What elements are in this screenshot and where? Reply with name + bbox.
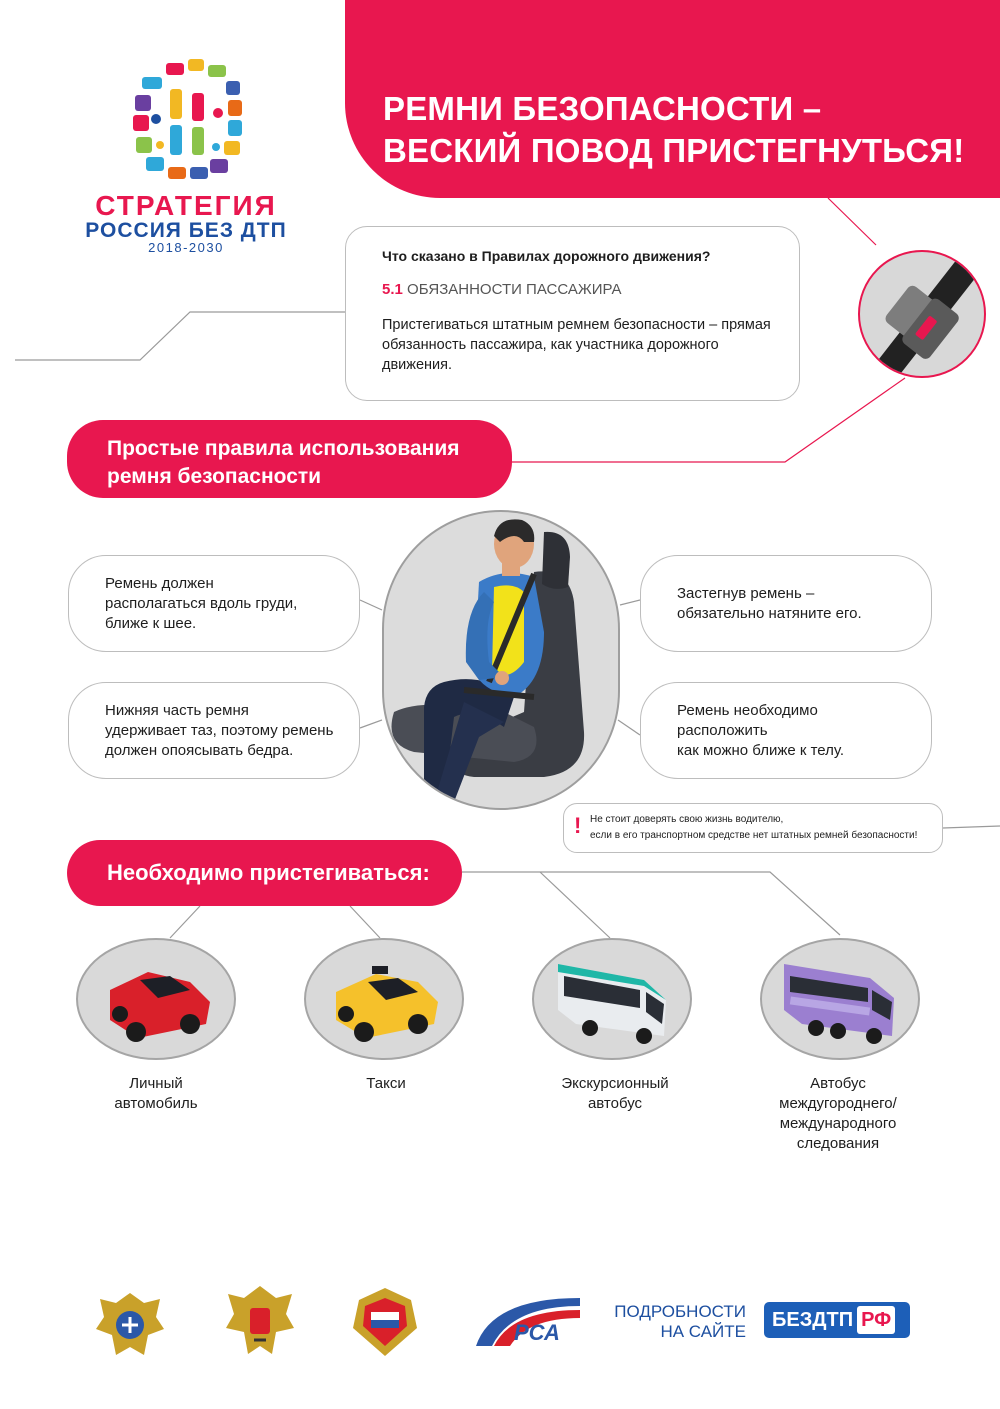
vehicle-label-coach [748, 1074, 928, 1154]
details-line-1: ПОДРОБНОСТИ [614, 1302, 746, 1321]
tip-hips-line: должен опоясывать бедра. [105, 741, 294, 759]
vehicle-label-line: Экскурсионный [561, 1075, 669, 1092]
site-name: БЕЗДТП [772, 1309, 854, 1331]
vehicle-label-line: междугороднего/ [779, 1095, 897, 1112]
rsa-logo [472, 1292, 584, 1348]
tip-close-to-body [640, 682, 932, 779]
vehicle-label-line: Такси [366, 1075, 406, 1092]
rules-section [382, 281, 621, 298]
strategy-logo-icon [130, 55, 245, 185]
title-line-2: ВЕСКИЙ ПОВОД ПРИСТЕГНУТЬСЯ! [383, 132, 965, 169]
tip-chest-line: Ремень должен [105, 574, 214, 592]
rules-card [345, 226, 800, 401]
vehicle-taxi-circle [304, 938, 464, 1060]
seatbelt-buckle-image [858, 250, 986, 378]
tip-close-line: как можно ближе к телу. [677, 741, 845, 759]
vehicle-label-line: международного [779, 1115, 897, 1132]
tip-chest [68, 555, 360, 652]
vehicle-label-line: следования [796, 1135, 880, 1152]
section-title: ОБЯЗАННОСТИ ПАССАЖИРА [407, 281, 622, 298]
tip-hips [68, 682, 360, 779]
exclamation-icon: ! [574, 813, 582, 838]
must-buckle-label: Необходимо пристегиваться: [107, 860, 430, 885]
vehicle-label-taxi [296, 1074, 476, 1094]
tip-chest-line: ближе к шее. [105, 614, 197, 632]
header-banner [345, 0, 1000, 198]
logo-subtitle: РОССИЯ БЕЗ ДТП [85, 219, 287, 242]
warning-line-1: Не стоит доверять свою жизнь водителю, [590, 814, 784, 825]
logo-title: СТРАТЕГИЯ [95, 190, 277, 221]
vehicle-car-circle [76, 938, 236, 1060]
buckle-icon [860, 252, 986, 378]
tip-chest-line: располагаться вдоль груди, [105, 594, 298, 612]
tip-close-line: расположить [677, 721, 768, 739]
tip-hips-line: удерживает таз, поэтому ремень [105, 721, 334, 739]
coach-bus-icon [762, 940, 920, 1060]
traffic-police-emblem-icon [345, 1282, 425, 1362]
vehicle-label-city-bus [525, 1074, 705, 1114]
tip-tighten-line: Застегнув ремень – [677, 584, 815, 602]
rules-question: Что сказано в Правилах дорожного движения? [382, 248, 711, 264]
tip-tighten [640, 555, 932, 652]
rules-body: Пристегиваться штатным ремнем безопасности – прямая обязанность пассажира, как участника дорожного движения. [382, 317, 771, 373]
title-line-1: РЕМНИ БЕЗОПАСНОСТИ – [383, 90, 822, 127]
vehicle-label-line: автобус [587, 1095, 643, 1112]
vehicle-label-line: автомобиль [114, 1095, 198, 1112]
must-buckle-pill [67, 840, 462, 906]
warning-text [590, 812, 917, 844]
tip-tighten-line: обязательно натяните его. [677, 604, 862, 622]
section-number: 5.1 [382, 281, 403, 298]
taxi-icon [306, 940, 464, 1060]
vehicle-label-line: Автобус [810, 1075, 866, 1092]
logo-years: 2018-2030 [148, 240, 224, 255]
vehicle-label-line: Личный [129, 1075, 183, 1092]
rules-heading-pill [67, 420, 512, 498]
rsa-text: РСА [514, 1320, 560, 1345]
warning-line-2: если в его транспортном средстве нет штатных ремней безопасности! [590, 830, 918, 841]
interior-ministry-emblem-icon [220, 1280, 300, 1360]
transport-ministry-emblem-icon [90, 1285, 170, 1365]
vehicle-city-bus-circle [532, 938, 692, 1060]
city-bus-icon [534, 940, 692, 1060]
vehicle-label-car [66, 1074, 246, 1114]
passenger-illustration [382, 510, 620, 810]
warning-note [563, 803, 943, 853]
page-title [383, 88, 964, 172]
details-text [610, 1302, 746, 1342]
red-car-icon [78, 940, 236, 1060]
details-line-2: НА САЙТЕ [660, 1322, 746, 1341]
vehicle-coach-circle [760, 938, 920, 1060]
tip-hips-line: Нижняя часть ремня [105, 701, 249, 719]
site-link-badge[interactable] [764, 1302, 910, 1338]
site-domain: РФ [857, 1306, 895, 1334]
seated-passenger-icon [384, 512, 620, 810]
rules-heading-line-2: ремня безопасности [107, 465, 322, 488]
rules-heading-line-1: Простые правила использования [107, 437, 460, 460]
tip-close-line: Ремень необходимо [677, 701, 818, 719]
